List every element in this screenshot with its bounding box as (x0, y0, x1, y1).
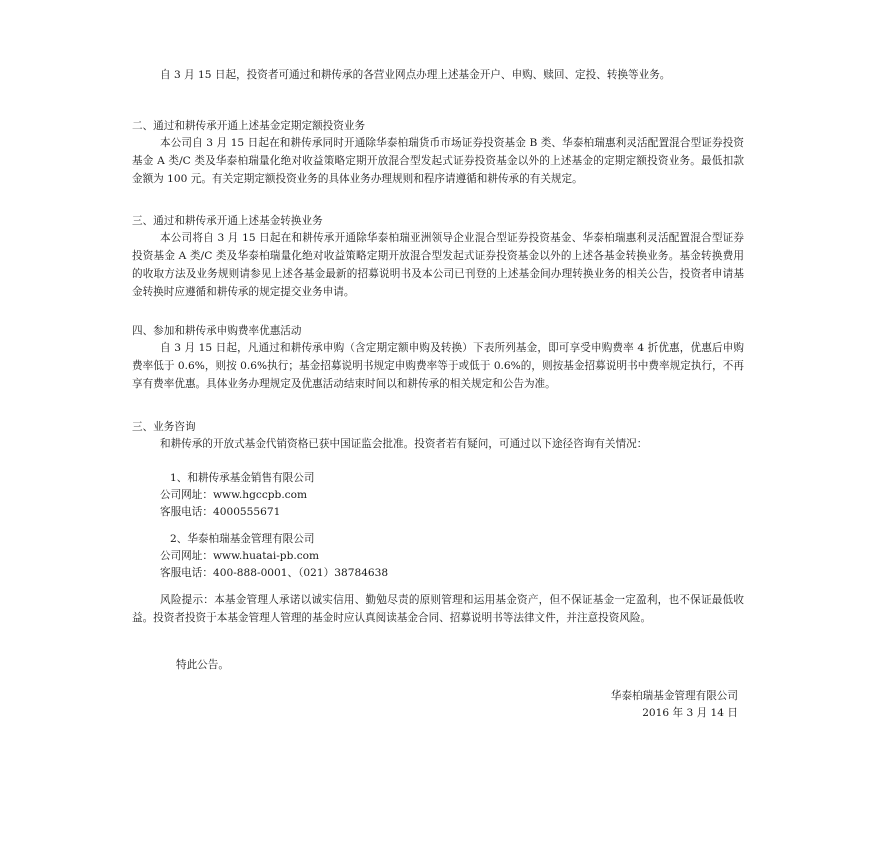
contact-1-phone: 客服电话：4000555671 (160, 506, 281, 518)
section-5-body: 和耕传承的开放式基金代销资格已获中国证监会批准。投资者若有疑问，可通过以下途径咨询有关情况： (160, 438, 648, 450)
intro-paragraph: 自 3 月 15 日起，投资者可通过和耕传承的各营业网点办理上述基金开户、申购、赎回、定投、转换等业务。 (160, 69, 671, 81)
signature-date: 2016 年 3 月 14 日 (642, 707, 738, 719)
closing-text: 特此公告。 (176, 659, 229, 671)
section-5-heading: 三、业务咨询 (132, 421, 196, 433)
contact-2-phone: 客服电话：400-888-0001、（021）38784638 (160, 567, 389, 579)
section-4-heading: 四、参加和耕传承申购费率优惠活动 (132, 325, 302, 337)
contact-2-name: 2、华泰柏瑞基金管理有限公司 (170, 533, 315, 545)
section-4-body: 自 3 月 15 日起，凡通过和耕传承申购（含定期定额申购及转换）下表所列基金，即可享受申购费率 4 折优惠，优惠后申购费率低于 0.6%，则按 0.6%执行；基金招募说明书规定申购费率等于或低于 0.6%的，则按基金招募说明书中费率规定执行，不再享有费率优惠。具体业务办理规定及优惠活动结束时间以和耕传承的相关规定和公告为准。 (132, 342, 744, 390)
contact-1-name: 1、和耕传承基金销售有限公司 (170, 472, 315, 484)
section-3-heading: 三、通过和耕传承开通上述基金转换业务 (132, 215, 323, 227)
section-2-heading: 二、通过和耕传承开通上述基金定期定额投资业务 (132, 120, 366, 132)
signature-company: 华泰柏瑞基金管理有限公司 (610, 690, 738, 702)
risk-notice: 风险提示：本基金管理人承诺以诚实信用、勤勉尽责的原则管理和运用基金资产，但不保证基金一定盈利，也不保证最低收益。投资者投资于本基金管理人管理的基金时应认真阅读基金合同、招募说明书等法律文件，并注意投资风险。 (132, 594, 744, 624)
contact-1-website: 公司网址：www.hgccpb.com (160, 489, 308, 501)
contact-2-website: 公司网址：www.huatai-pb.com (160, 550, 320, 562)
section-2-body: 本公司自 3 月 15 日起在和耕传承同时开通除华泰柏瑞货币市场证券投资基金 B 类、华泰柏瑞惠利灵活配置混合型证券投资基金 A 类/C 类及华泰柏瑞量化绝对收益策略定期开放混合型发起式证券投资基金以外的上述基金的定期定额投资业务。最低扣款金额为 100 元。有关定期定额投资业务的具体业务办理规则和程序请遵循和耕传承的有关规定。 (132, 137, 744, 185)
section-3-body: 本公司将自 3 月 15 日起在和耕传承开通除华泰柏瑞亚洲领导企业混合型证券投资基金、华泰柏瑞惠利灵活配置混合型证券投资基金 A 类/C 类及华泰柏瑞量化绝对收益策略定期开放混合型发起式证券投资基金以外的上述各基金转换业务。基金转换费用的收取方法及业务规则请参见上述各基金最新的招募说明书及本公司已刊登的上述基金间办理转换业务的相关公告，投资者申请基金转换时应遵循和耕传承的规定提交业务申请。 (132, 232, 744, 298)
